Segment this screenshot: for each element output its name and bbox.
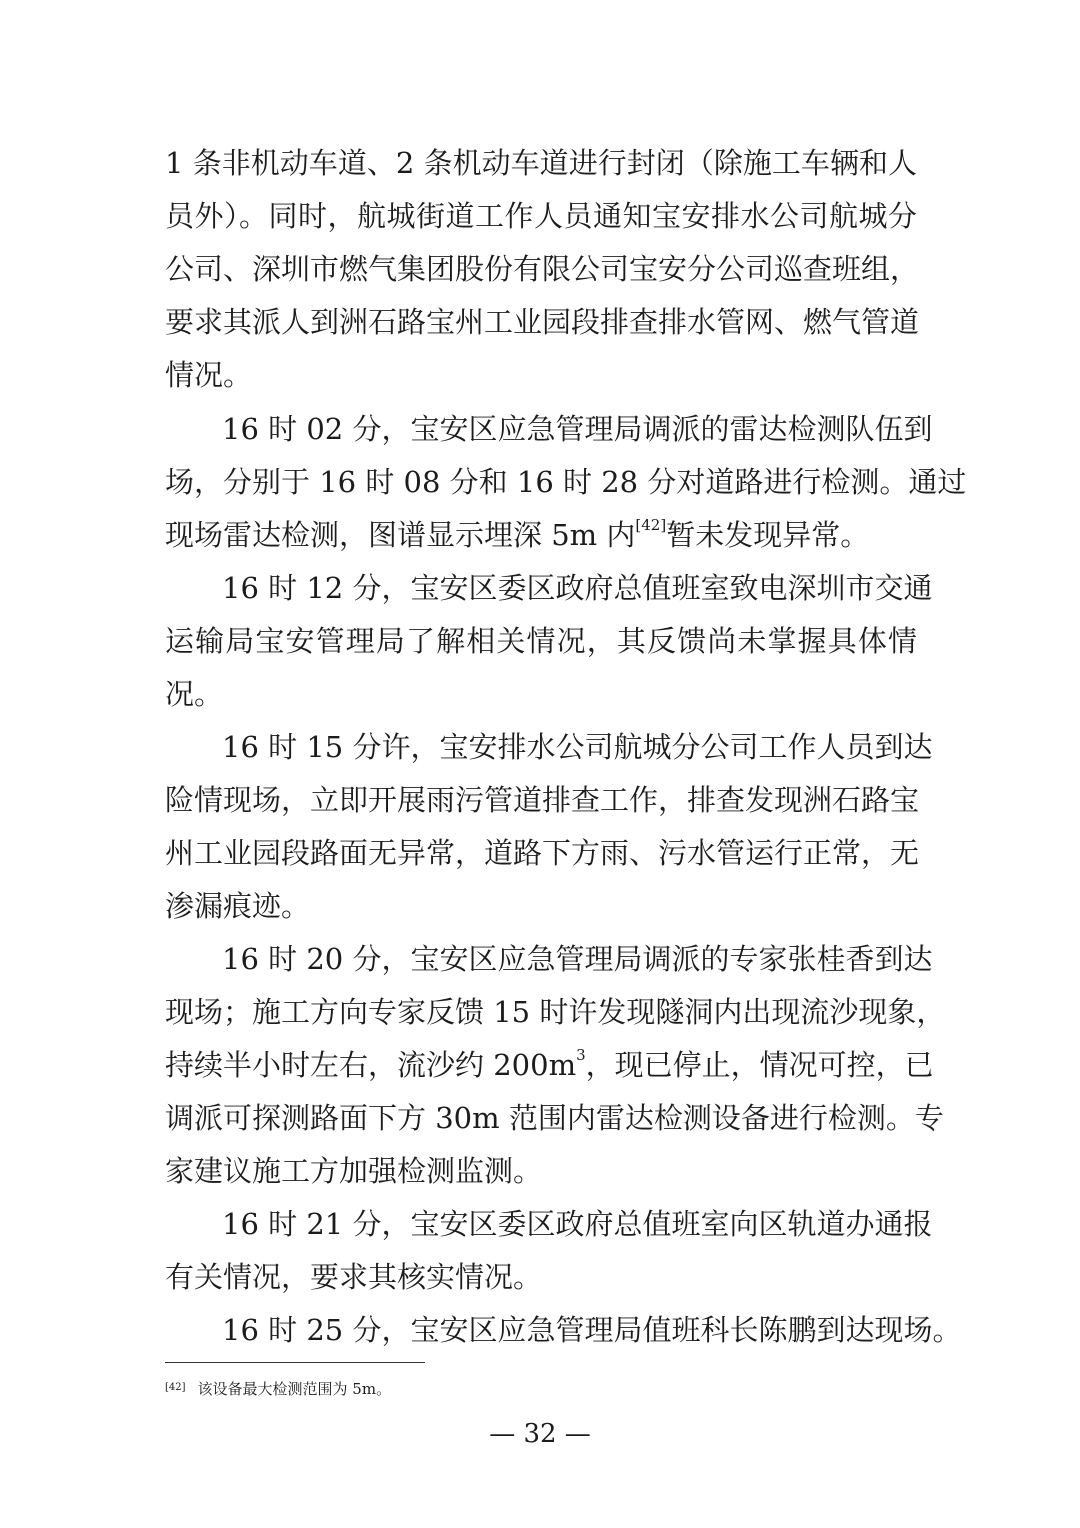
footnote-reference-42: [42] (635, 516, 667, 535)
paragraph-4-line-3: 州工业园段路面无异常，道路下方雨、污水管运行正常，无 (165, 836, 920, 870)
paragraph-1-line-4: 要求其派人到洲石路宝州工业园段排查排水管网、燃气管道 (165, 305, 920, 339)
paragraph-5-line-2: 现场；施工方向专家反馈 15 时许发现隧洞内出现流沙现象， (165, 995, 946, 1029)
paragraph-1-line-3: 公司、深圳市燃气集团股份有限公司宝安分公司巡查班组， (165, 252, 920, 286)
paragraph-7-line-1: 16 时 25 分，宝安区应急管理局值班科长陈鹏到达现场。 (222, 1313, 962, 1347)
paragraph-2-line-3 (165, 508, 917, 562)
paragraph-1-line-1: 1 条非机动车道、2 条机动车道进行封闭（除施工车辆和人 (165, 146, 917, 180)
paragraph-3-line-3: 况。 (165, 677, 224, 711)
footnote-text: 该设备最大检测范围为 5m。 (197, 1380, 392, 1398)
paragraph-1-line-5: 情况。 (165, 358, 253, 392)
paragraph-1-line-2: 员外）。同时，航城街道工作人员通知宝安排水公司航城分 (165, 199, 917, 233)
paragraph-2-line-3-text-a: 现场雷达检测，图谱显示埋深 5m 内 (165, 518, 636, 552)
paragraph-2-line-1: 16 时 02 分，宝安区应急管理局调派的雷达检测队伍到 (222, 412, 933, 446)
paragraph-2-line-3-text-b: 暂未发现异常。 (666, 518, 870, 552)
paragraph-5-line-3-text-a: 持续半小时左右，流沙约 200m (165, 1048, 577, 1082)
paragraph-3-line-2: 运输局宝安管理局了解相关情况，其反馈尚未掌握具体情 (165, 624, 917, 658)
paragraph-5-line-4: 调派可探测路面下方 30m 范围内雷达检测设备进行检测。专 (165, 1101, 944, 1135)
footnote-divider (165, 1362, 425, 1363)
paragraph-5-line-3-text-b: ，现已停止，情况可控，已 (585, 1048, 934, 1082)
cubic-exponent: 3 (576, 1046, 586, 1065)
paragraph-2-line-2: 场，分别于 16 时 08 分和 16 时 28 分对道路进行检测。通过 (165, 465, 967, 499)
paragraph-5-line-3 (165, 1038, 934, 1092)
paragraph-5-line-5: 家建议施工方加强检测监测。 (165, 1154, 543, 1188)
paragraph-6-line-1: 16 时 21 分，宝安区委区政府总值班室向区轨道办通报 (222, 1207, 933, 1241)
paragraph-4-line-1: 16 时 15 分许，宝安排水公司航城分公司工作人员到达 (222, 730, 933, 764)
page-number: — 32 — (489, 1419, 591, 1449)
paragraph-4-line-4: 渗漏痕迹。 (165, 889, 311, 923)
paragraph-6-line-2: 有关情况，要求其核实情况。 (165, 1260, 543, 1294)
paragraph-4-line-2: 险情现场，立即开展雨污管道排查工作，排查发现洲石路宝 (165, 783, 920, 817)
footnote-mark: [42] (165, 1382, 186, 1393)
paragraph-3-line-1: 16 时 12 分，宝安区委区政府总值班室致电深圳市交通 (222, 571, 933, 605)
paragraph-5-line-1: 16 时 20 分，宝安区应急管理局调派的专家张桂香到达 (222, 942, 933, 976)
footnote (165, 1378, 391, 1400)
